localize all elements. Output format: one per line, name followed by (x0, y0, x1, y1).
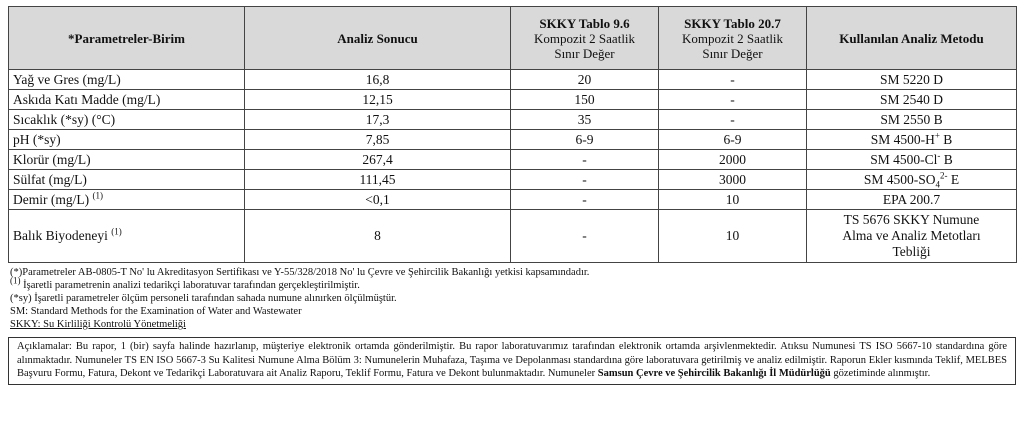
limit1-cell: 35 (511, 110, 659, 130)
analysis-report (8, 6, 1016, 385)
method-cell (807, 130, 1017, 150)
table-row (9, 210, 1017, 263)
method-main: SM 4500-SO (863, 171, 936, 187)
header-method: Kullanılan Analiz Metodu (807, 7, 1017, 70)
footnotes (8, 266, 1016, 331)
param-cell: Sülfat (mg/L) (9, 170, 245, 190)
result-cell: <0,1 (245, 190, 511, 210)
param-label: Demir (mg/L) (13, 191, 90, 207)
result-cell: 111,45 (245, 170, 511, 190)
limit2-cell: - (659, 110, 807, 130)
method-cell: SM 5220 D (807, 70, 1017, 90)
limit1-cell: 6-9 (511, 130, 659, 150)
method-main: SM 4500-H (870, 131, 935, 147)
header-limit-20-7 (659, 7, 807, 70)
limit1-cell: - (511, 170, 659, 190)
footnote-supplier-text: İşaretli parametrenin analizi tedarikçi laboratuvar tarafından gerçekleştirilmiştir. (20, 280, 360, 291)
header-parameters: *Parametreler-Birim (9, 7, 245, 70)
method-superscript: 2- (940, 170, 948, 180)
result-cell: 16,8 (245, 70, 511, 90)
footnote-mark: (1) (10, 275, 21, 286)
method-tail: E (947, 171, 960, 187)
method-subscript: 4 (935, 179, 940, 190)
result-cell: 267,4 (245, 150, 511, 170)
param-footnote-mark: (1) (92, 190, 103, 200)
table-row (9, 190, 1017, 210)
table-row (9, 150, 1017, 170)
explanations-text-end: gözetiminde alınmıştır. (830, 368, 931, 379)
limit2-cell: - (659, 90, 807, 110)
result-cell: 17,3 (245, 110, 511, 130)
method-superscript: + (934, 130, 940, 140)
table-row (9, 130, 1017, 150)
param-label: Balık Biyodeneyi (13, 228, 108, 243)
table-row (9, 70, 1017, 90)
footnote-skky: SKKY: Su Kirliliği Kontrolü Yönetmeliği (10, 319, 186, 330)
method-tail: B (939, 131, 953, 147)
header-limit-20-7-sub1: Kompozit 2 Saatlik (681, 30, 784, 46)
table-header-row (9, 7, 1017, 70)
header-result: Analiz Sonucu (245, 7, 511, 70)
explanations-authority: Samsun Çevre ve Şehircilik Bakanlığı İl Müdürlüğü (597, 368, 831, 379)
param-cell (9, 190, 245, 210)
limit1-cell: - (511, 190, 659, 210)
header-limit-9-6-title: SKKY Tablo 9.6 (539, 15, 630, 31)
method-line: Tebliği (892, 244, 931, 259)
method-cell (807, 210, 1017, 263)
result-cell: 7,85 (245, 130, 511, 150)
method-cell: EPA 200.7 (807, 190, 1017, 210)
limit2-cell: 3000 (659, 170, 807, 190)
limit1-cell: - (511, 150, 659, 170)
explanations-box (8, 337, 1016, 385)
limit2-cell: - (659, 70, 807, 90)
explanations-text: Açıklamalar: Bu rapor, 1 (bir) sayfa halinde hazırlanıp, müşteriye elektronik ortamda gönderilmiştir. Bu rapor laboratuvarımız tarafından elektronik ortamda arşivlenmektedir. Atıksu Numunesi TS ISO 5667-10 standardına göre alınmaktadır. Numuneler TS EN ISO 5667-3 Su Kalitesi Numune Alma Bölüm 3: Numunelerin Muhafaza, Taşıma ve Depolanması standardına göre laboratuvara getirilmiş ve analiz edilmiştir. Raporun Ekler kısmında Teklif, MELBES Başvuru Formu, Fatura, Dekont ve Tedarikçi Laboratuvara ait Analiz Raporu, Teklif Formu, Fatura ve Dekont bulunmaktadır. Numuneler (17, 341, 1007, 379)
table-row (9, 170, 1017, 190)
param-cell: pH (*sy) (9, 130, 245, 150)
footnote-sm: SM: Standard Methods for the Examination of Water and Wastewater (10, 306, 302, 317)
header-limit-9-6 (511, 7, 659, 70)
footnote-accreditation: (*)Parametreler AB-0805-T No' lu Akreditasyon Sertifikası ve Y-55/328/2018 No' lu Çevre ve Şehircilik Bakanlığı yetkisi kapsamındadır. (10, 267, 590, 278)
method-cell (807, 170, 1017, 190)
result-cell: 8 (245, 210, 511, 263)
limit1-cell: - (511, 210, 659, 263)
limit1-cell: 150 (511, 90, 659, 110)
method-line: TS 5676 SKKY Numune (843, 212, 980, 227)
param-cell (9, 210, 245, 263)
param-footnote-mark: (1) (111, 226, 122, 237)
method-cell: SM 2540 D (807, 90, 1017, 110)
method-cell: SM 2550 B (807, 110, 1017, 130)
param-cell: Sıcaklık (*sy) (°C) (9, 110, 245, 130)
table-row (9, 90, 1017, 110)
method-cell (807, 150, 1017, 170)
table-row (9, 110, 1017, 130)
method-main: SM 4500-Cl (870, 151, 938, 167)
limit1-cell: 20 (511, 70, 659, 90)
limit2-cell: 6-9 (659, 130, 807, 150)
header-limit-20-7-title: SKKY Tablo 20.7 (684, 15, 781, 31)
param-cell: Askıda Katı Madde (mg/L) (9, 90, 245, 110)
footnote-onsite: (*sy) İşaretli parametreler ölçüm personeli tarafından sahada numune alınırken ölçülmüştür. (10, 293, 397, 304)
param-cell: Klorür (mg/L) (9, 150, 245, 170)
header-limit-9-6-sub2: Sınır Değer (554, 45, 615, 61)
limit2-cell: 10 (659, 210, 807, 263)
method-superscript: - (937, 150, 941, 160)
limit2-cell: 2000 (659, 150, 807, 170)
results-table (8, 6, 1017, 263)
method-tail: B (940, 151, 953, 167)
limit2-cell: 10 (659, 190, 807, 210)
header-limit-20-7-sub2: Sınır Değer (702, 45, 763, 61)
method-line: Alma ve Analiz Metotları (842, 228, 981, 243)
param-cell: Yağ ve Gres (mg/L) (9, 70, 245, 90)
header-limit-9-6-sub1: Kompozit 2 Saatlik (533, 30, 636, 46)
footnote-supplier (10, 275, 1016, 292)
result-cell: 12,15 (245, 90, 511, 110)
